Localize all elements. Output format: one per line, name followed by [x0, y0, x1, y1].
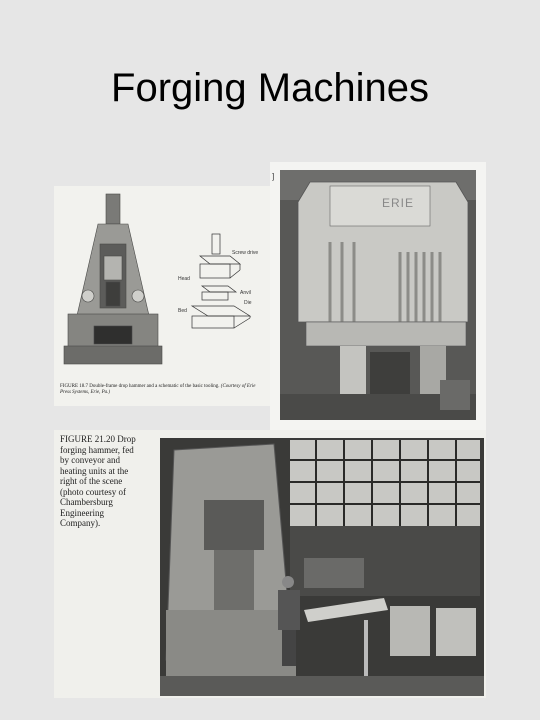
figure-caption-bottom: FIGURE 21.20 Drop forging hammer, fed by conveyor and heating units at the right of the scene (photo courtesy of Chambersburg Engineering Company).	[60, 434, 136, 528]
press-nameplate: ERIE	[382, 196, 415, 210]
large-press-photo	[270, 162, 486, 430]
press-illustration	[270, 162, 486, 430]
label-screw-drive: Screw drive	[232, 250, 259, 256]
caption-credit: (Courtesy of Erie Press Systems, Erie, Pa.)	[60, 384, 256, 395]
figure-caption	[60, 384, 265, 396]
drop-hammer-illustration	[54, 186, 270, 382]
caption-text: FIGURE 18.7 Double-frame drop hammer and a schematic of the basic tooling.	[60, 384, 220, 389]
drop-hammer-figure	[54, 186, 270, 406]
slide-title: Forging Machines	[111, 66, 429, 110]
label-bed: Bed	[178, 308, 187, 314]
label-die: Die	[244, 300, 252, 306]
page-mark: ]	[272, 172, 275, 181]
forging-hammer-figure	[54, 430, 486, 698]
label-head: Head	[178, 276, 190, 282]
label-anvil: Anvil	[240, 290, 251, 296]
